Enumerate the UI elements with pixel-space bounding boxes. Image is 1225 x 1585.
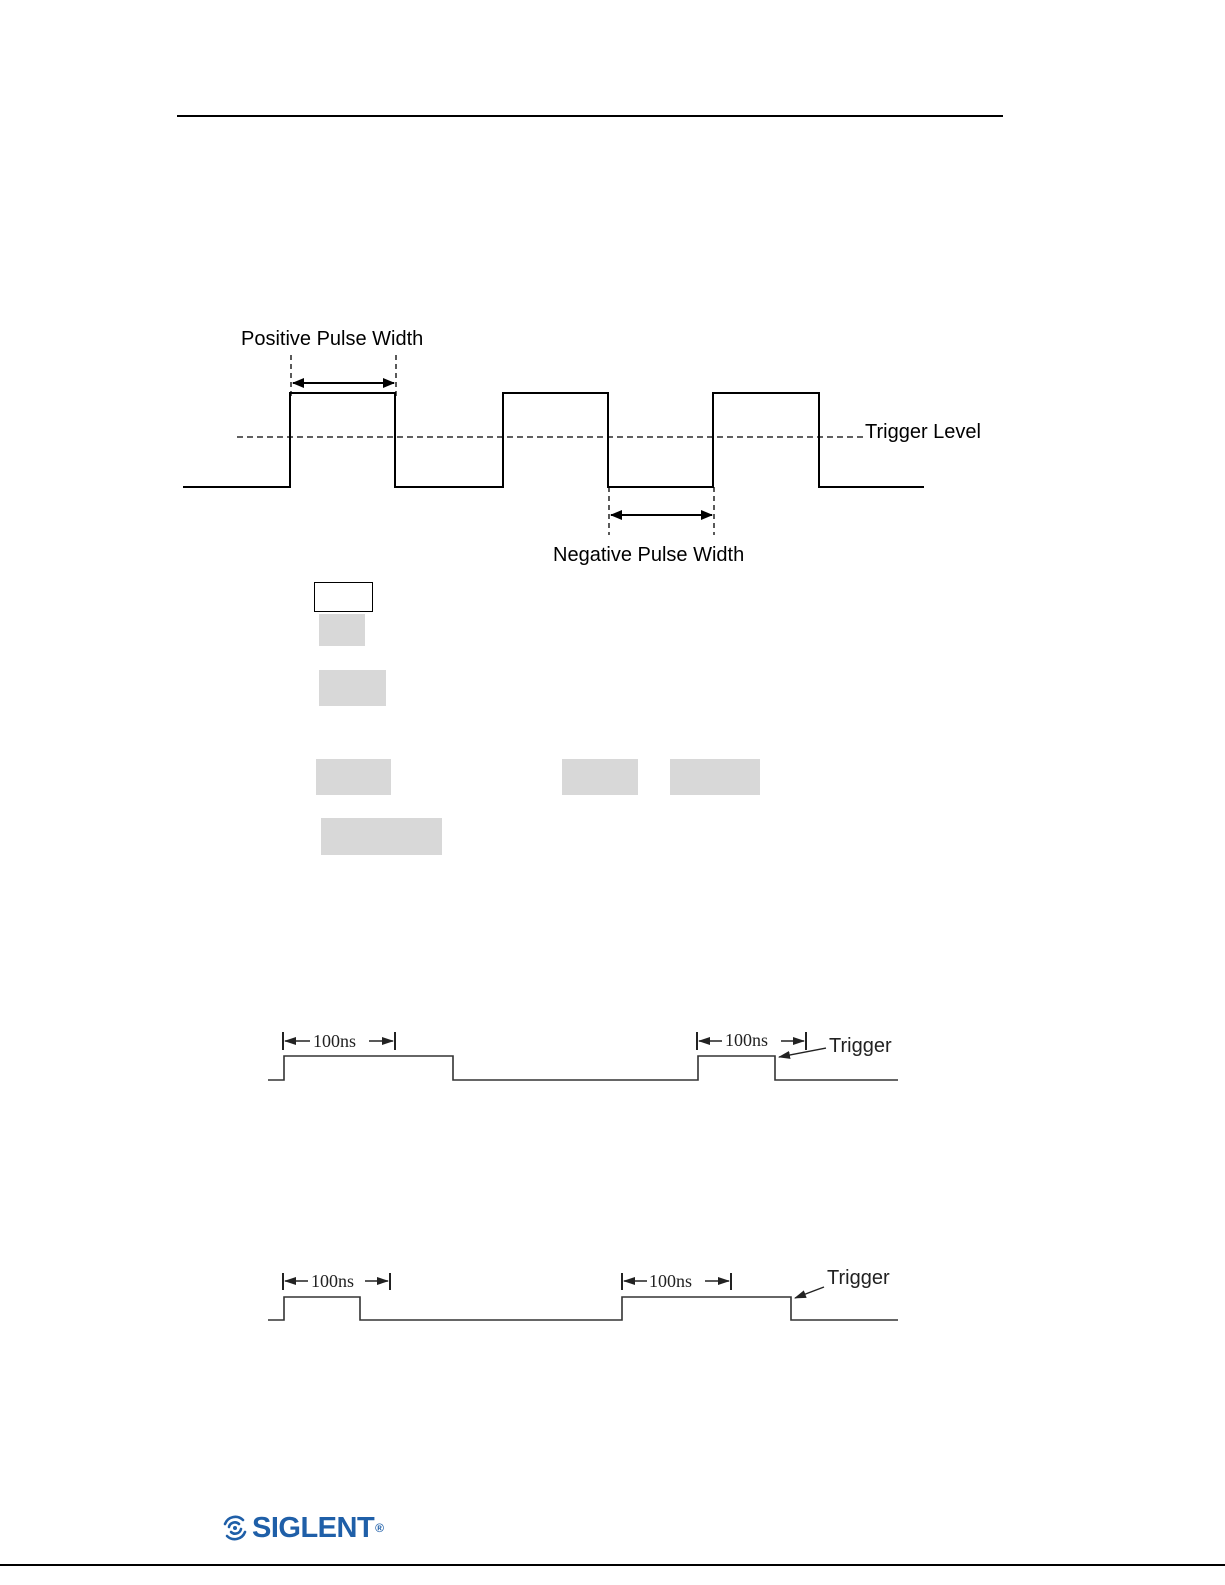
registered-mark: ® — [375, 1521, 385, 1535]
pulse-width-diagram — [0, 0, 1225, 600]
siglent-wordmark: SIGLENT — [252, 1512, 375, 1544]
positive-pulse-width-label: Positive Pulse Width — [241, 328, 424, 350]
softkey-source — [319, 670, 386, 706]
softkey-when — [316, 759, 391, 795]
trigger-label: Trigger — [827, 1267, 890, 1289]
dim-right-label: 100ns — [649, 1271, 693, 1291]
softkey-set-width — [321, 818, 442, 855]
waveform-2 — [268, 1297, 898, 1320]
softkey-condition-a — [562, 759, 638, 795]
softkey-condition-b — [670, 759, 760, 795]
waveform-1 — [268, 1056, 898, 1080]
footer-rule — [0, 1564, 1225, 1566]
trigger-pointer — [779, 1048, 826, 1057]
siglent-swirl-icon — [218, 1512, 252, 1544]
square-wave — [183, 393, 924, 487]
trigger-label: Trigger — [829, 1035, 892, 1057]
siglent-logo — [218, 1512, 384, 1544]
dim-right-label: 100ns — [725, 1030, 769, 1050]
dim-left-label: 100ns — [313, 1031, 357, 1051]
softkey-type — [319, 614, 365, 646]
trigger-pointer — [795, 1287, 824, 1298]
trigger-level-label: Trigger Level — [865, 421, 981, 443]
negative-pulse-width-label: Negative Pulse Width — [553, 544, 745, 566]
dim-left-label: 100ns — [311, 1271, 355, 1291]
trigger-menu-key — [314, 582, 373, 612]
